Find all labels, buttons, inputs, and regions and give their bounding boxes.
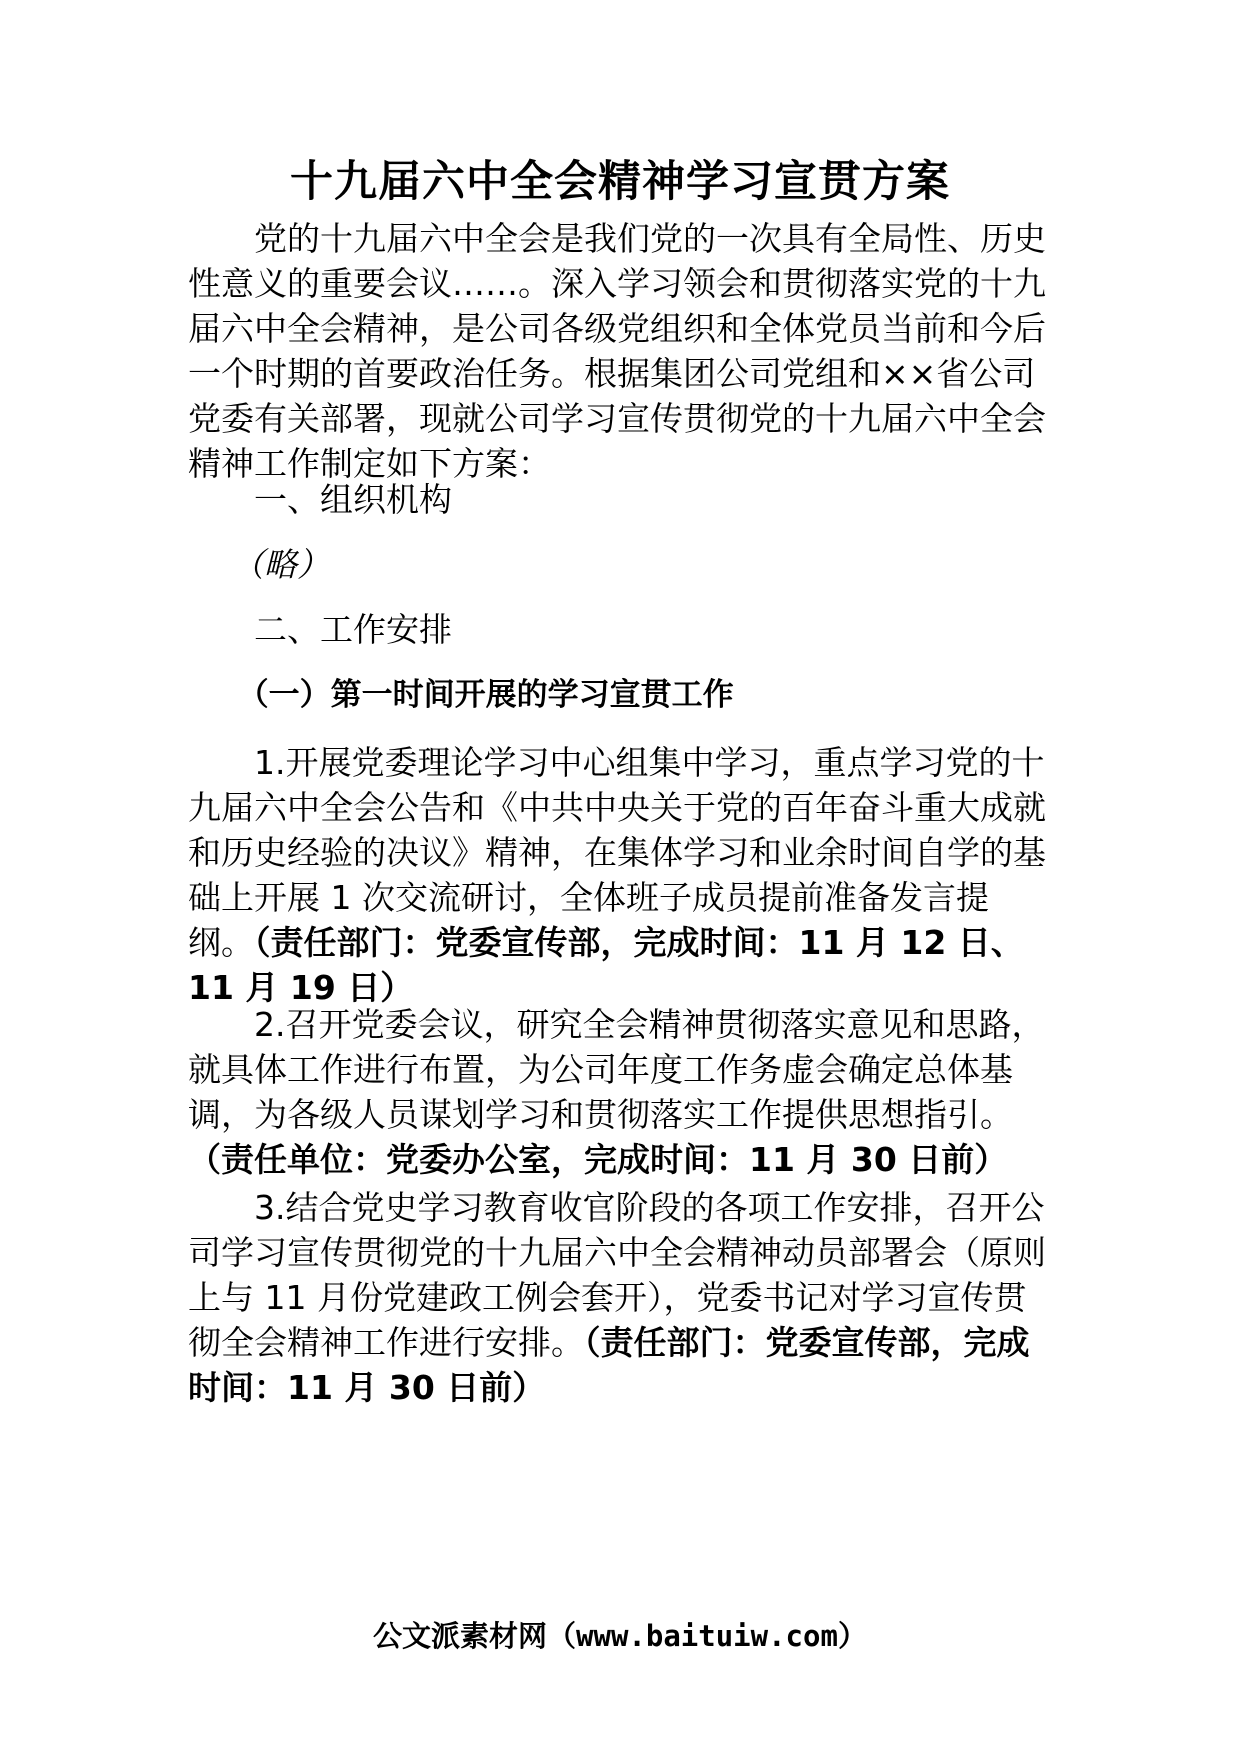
item-1-paragraph xyxy=(188,740,1050,1010)
intro-paragraph: 党的十九届六中全会是我们党的一次具有全局性、历史性意义的重要会议……。深入学习领会和贯彻落实党的十九届六中全会精神，是公司各级党组织和全体党员当前和今后一个时期的首要政治任务。根据集团公司党组和××省公司党委有关部署，现就公司学习宣传贯彻党的十九届六中全会精神工作制定如下方案： xyxy=(188,219,1046,483)
item-1 xyxy=(188,740,1050,1010)
section-1-body xyxy=(188,542,1050,587)
footer-site-url: （www.baituiw.com） xyxy=(547,1619,867,1653)
item-3 xyxy=(188,1185,1050,1410)
subsection-1-heading: （一）第一时间开展的学习宣贯工作 xyxy=(237,677,734,713)
subsection-1 xyxy=(188,673,1050,718)
item-1-note: （责任部门：党委宣传部，完成时间：11 月 12 日、11 月 19 日） xyxy=(188,923,1024,1007)
section-1-heading: 一、组织机构 xyxy=(254,480,452,519)
footer-site-name: 公文派素材网 xyxy=(373,1619,548,1653)
item-2-paragraph xyxy=(188,1002,1050,1182)
section-2-heading: 二、工作安排 xyxy=(254,610,452,649)
section-1-content: （略） xyxy=(230,545,330,584)
item-3-note: （责任部门：党委宣传部，完成时间：11 月 30 日前） xyxy=(188,1323,1030,1407)
item-2 xyxy=(188,1002,1050,1182)
section-2 xyxy=(188,607,1050,652)
item-2-text: 2.召开党委会议，研究全会精神贯彻落实意见和思路，就具体工作进行布置，为公司年度工作务虚会确定总体基调，为各级人员谋划学习和贯彻落实工作提供思想指引。 xyxy=(188,1005,1045,1134)
item-3-text: 3.结合党史学习教育收官阶段的各项工作安排，召开公司学习宣传贯彻党的十九届六中全会精神动员部署会（原则上与 11 月份党建政工例会套开），党委书记对学习宣传贯彻全会精神工作进行安排。 xyxy=(188,1188,1046,1362)
item-2-note: （责任单位：党委办公室，完成时间：11 月 30 日前） xyxy=(188,1140,1008,1179)
section-1 xyxy=(188,477,1050,522)
item-1-text: 1.开展党委理论学习中心组集中学习，重点学习党的十九届六中全会公告和《中共中央关于党的百年奋斗重大成就和历史经验的决议》精神，在集体学习和业余时间自学的基础上开展 1 次交流研讨，全体班子成员提前准备发言提纲。 xyxy=(188,743,1046,962)
item-3-paragraph xyxy=(188,1185,1050,1410)
document-title: 十九届六中全会精神学习宣贯方案 xyxy=(290,157,950,207)
footer-watermark xyxy=(0,1616,1240,1656)
intro-block xyxy=(188,216,1050,486)
